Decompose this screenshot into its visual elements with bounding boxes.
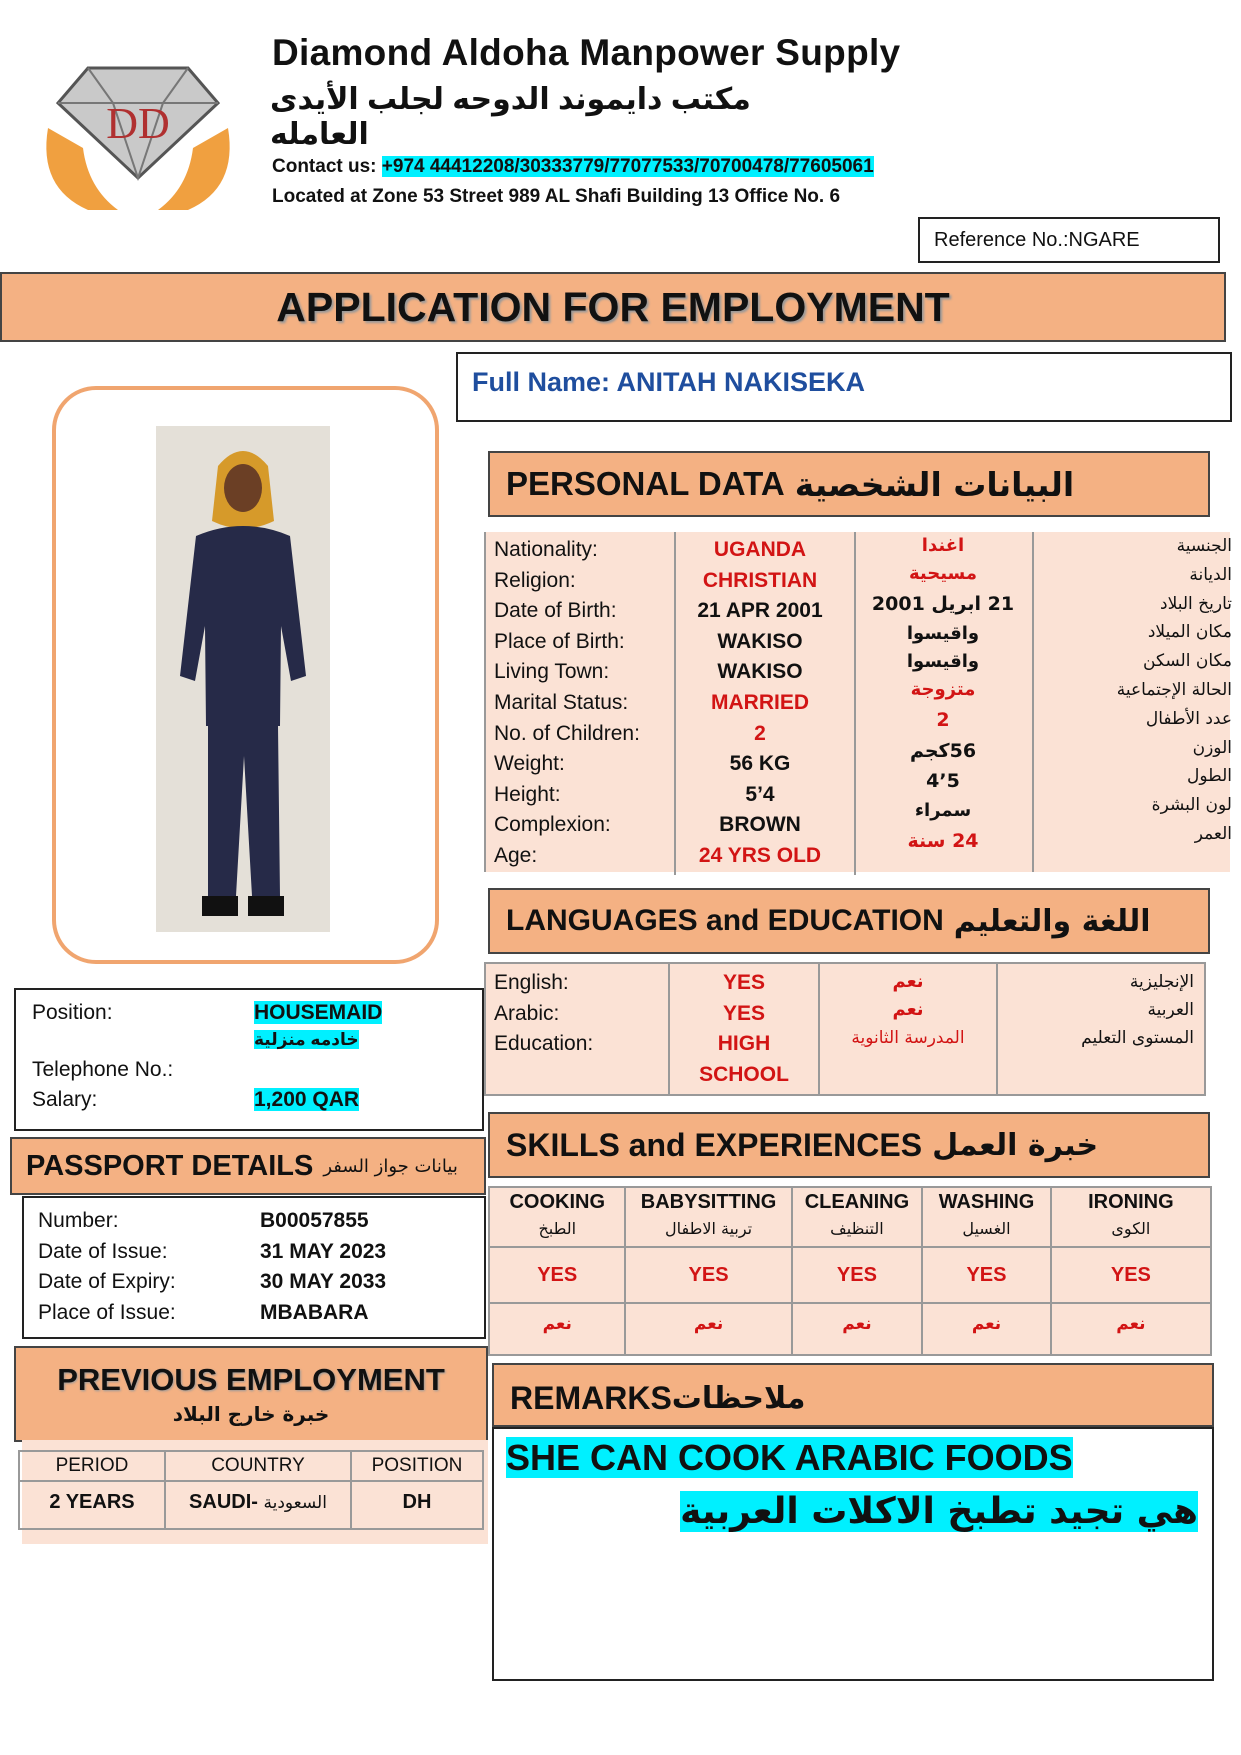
skill-cleaning-header — [793, 1188, 922, 1248]
lang-value-ar-education: المدرسة الثانوية — [851, 1028, 965, 1048]
value-children: 2 — [754, 721, 766, 745]
skills-heading-ar: خبرة العمل — [932, 1127, 1099, 1163]
skill-babysitting-name-ar: تربية الاطفال — [665, 1219, 753, 1238]
remarks-text-ar-wrap — [680, 1491, 1198, 1532]
position-label: Position: — [32, 1001, 113, 1024]
value-ar-complexion: سمراء — [914, 800, 972, 821]
label-age: Age: — [494, 843, 538, 867]
lang-value-arabic: YES — [722, 1001, 766, 1025]
label-living-town: Living Town: — [494, 660, 610, 684]
skill-babysitting — [626, 1188, 792, 1354]
skill-ironing — [1052, 1188, 1210, 1354]
remarks-text-ar: هي تجيد تطبخ الاكلات العربية — [680, 1491, 1198, 1532]
prev-col-period — [20, 1452, 166, 1528]
personal-data-heading — [488, 451, 1210, 517]
remarks-heading-en: REMARKS — [510, 1379, 672, 1416]
position-value — [254, 998, 382, 1029]
skill-washing-value-ar: نعم — [971, 1314, 1002, 1334]
lang-label-ar-education: المستوى التعليم — [1081, 1028, 1194, 1048]
applicant-photo — [156, 426, 330, 932]
passport-box — [22, 1196, 486, 1339]
label-dob: Date of Birth: — [494, 599, 617, 623]
lang-value-education-2: SCHOOL — [699, 1062, 789, 1086]
value-ar-dob: 21 ابريل 2001 — [871, 593, 1015, 615]
previous-employment-table — [18, 1450, 484, 1530]
skill-ironing-header — [1052, 1188, 1210, 1248]
lang-value-education-1: HIGH — [717, 1032, 771, 1055]
passport-place: MBABARA — [260, 1300, 369, 1324]
prev-country-cell — [166, 1482, 350, 1523]
label-ar-marital: الحالة الإجتماعية — [1116, 679, 1232, 700]
lang-labels-ar-col — [998, 964, 1204, 1094]
prev-header-period: PERIOD — [20, 1452, 164, 1482]
position-value-ar — [254, 1030, 359, 1050]
company-name-en: Diamond Aldoha Manpower Supply — [272, 32, 901, 73]
skills-heading-en: SKILLS and EXPERIENCES — [506, 1126, 923, 1163]
passport-values — [260, 1206, 386, 1328]
value-living-town: WAKISO — [717, 660, 803, 684]
personal-data-table — [484, 532, 1230, 872]
value-age: 24 YRS OLD — [698, 843, 822, 867]
label-ar-weight: الوزن — [1192, 737, 1232, 758]
position-value-ar-text: خادمه منزلية — [254, 1030, 359, 1049]
personal-labels-ar-col — [1032, 532, 1240, 872]
value-ar-weight: 56كجم — [909, 740, 977, 762]
remarks-text-en-wrap — [506, 1437, 1073, 1479]
passport-number: B00057855 — [260, 1209, 369, 1232]
skills-table — [488, 1186, 1212, 1356]
label-height: Height: — [494, 782, 561, 806]
skill-cleaning — [793, 1188, 924, 1354]
skill-babysitting-value-ar: نعم — [693, 1314, 724, 1334]
full-name: Full Name: ANITAH NAKISEKA — [456, 352, 1232, 422]
value-ar-age: 24 سنة — [907, 830, 979, 852]
label-ar-complexion: لون البشرة — [1151, 795, 1232, 816]
skill-washing-name: WASHING — [938, 1191, 1035, 1213]
contact-numbers: +974 44412208/30333779/77077533/70700478/77605061 — [381, 156, 874, 177]
lang-value-english: YES — [722, 971, 766, 994]
lang-value-ar-english: نعم — [892, 971, 924, 992]
lang-label-ar-arabic: العربية — [1147, 1000, 1194, 1020]
languages-heading — [488, 888, 1210, 954]
label-ar-height: الطول — [1187, 766, 1232, 787]
value-nationality: UGANDA — [713, 538, 807, 561]
previous-heading-ar: خبرة خارج البلاد — [172, 1402, 330, 1426]
lang-labels-col — [486, 964, 670, 1094]
skill-cooking-header — [490, 1188, 624, 1248]
lang-label-arabic: Arabic: — [494, 1001, 560, 1025]
personal-heading-ar: البيانات الشخصية — [794, 464, 1075, 504]
label-ar-children: عدد الأطفال — [1145, 708, 1232, 729]
skill-cooking-name-ar: الطبخ — [538, 1219, 577, 1238]
value-ar-children: 2 — [936, 709, 950, 731]
prev-col-position — [352, 1452, 482, 1528]
salary-value-text: 1,200 QAR — [254, 1088, 360, 1111]
passport-heading-ar: بيانات جواز السفر — [323, 1155, 458, 1177]
reference-box: Reference No.:NGARE — [918, 217, 1220, 263]
lang-label-english: English: — [494, 971, 569, 994]
languages-table — [484, 962, 1206, 1096]
prev-col-country — [166, 1452, 352, 1528]
passport-issue-date: 31 MAY 2023 — [260, 1239, 387, 1263]
label-pob: Place of Birth: — [494, 629, 625, 653]
remarks-heading-ar: ملاحظات — [671, 1380, 806, 1416]
skill-cleaning-value: YES — [793, 1248, 922, 1304]
languages-heading-ar: اللغة والتعليم — [953, 903, 1151, 939]
value-ar-pob: واقيسوا — [906, 623, 980, 644]
passport-expiry-date: 30 MAY 2033 — [260, 1270, 387, 1293]
passport-label-number: Number: — [38, 1209, 119, 1232]
label-ar-dob: تاريخ البلاد — [1160, 593, 1232, 614]
prev-position: DH — [402, 1491, 432, 1513]
skill-washing — [923, 1188, 1052, 1354]
label-children: No. of Children: — [494, 721, 640, 745]
skill-babysitting-header — [626, 1188, 790, 1248]
label-ar-religion: الديانة — [1189, 564, 1232, 585]
passport-label-place: Place of Issue: — [38, 1300, 176, 1324]
label-ar-nationality: الجنسية — [1176, 536, 1232, 556]
remarks-box — [492, 1427, 1214, 1681]
previous-employment-heading — [14, 1346, 488, 1442]
label-marital: Marital Status: — [494, 690, 629, 714]
contact-label: Contact us: — [272, 156, 377, 177]
prev-country-ar: السعودية — [263, 1493, 327, 1512]
lang-label-education: Education: — [494, 1032, 594, 1055]
prev-header-position: POSITION — [352, 1452, 482, 1482]
personal-values-ar-col — [854, 532, 1034, 872]
passport-heading-en: PASSPORT DETAILS — [26, 1149, 314, 1182]
prev-header-country: COUNTRY — [166, 1452, 350, 1482]
value-pob: WAKISO — [717, 629, 803, 653]
company-logo — [28, 38, 248, 214]
skill-cooking-name: COOKING — [509, 1191, 606, 1213]
value-religion: CHRISTIAN — [702, 568, 818, 592]
personal-values-col — [666, 532, 856, 875]
position-value-text: HOUSEMAID — [254, 1001, 383, 1024]
passport-heading — [10, 1137, 486, 1195]
company-name-ar: مكتب دايموند الدوحه لجلب الأيدى العامله — [270, 83, 751, 151]
lang-values-col — [670, 964, 820, 1094]
personal-labels-col — [486, 532, 676, 875]
page-title: APPLICATION FOR EMPLOYMENT — [0, 272, 1226, 342]
label-religion: Religion: — [494, 568, 576, 592]
passport-labels — [38, 1206, 176, 1328]
skill-washing-value: YES — [923, 1248, 1050, 1304]
skill-washing-header — [923, 1188, 1050, 1248]
skill-cleaning-value-ar: نعم — [842, 1314, 872, 1334]
position-box — [14, 988, 484, 1131]
lang-value-ar-arabic: نعم — [892, 999, 924, 1020]
skill-cleaning-name-ar: التنظيف — [830, 1219, 884, 1238]
value-ar-marital: متزوجة — [910, 679, 976, 700]
value-ar-living-town: واقيسوا — [906, 651, 980, 672]
value-ar-nationality: اغندا — [921, 535, 965, 556]
skill-babysitting-name: BABYSITTING — [640, 1191, 777, 1213]
skill-cooking-value: YES — [490, 1248, 624, 1304]
remarks-heading — [492, 1363, 1214, 1427]
skill-ironing-name: IRONING — [1088, 1191, 1174, 1213]
value-complexion: BROWN — [719, 813, 801, 837]
label-complexion: Complexion: — [494, 813, 611, 837]
skill-cleaning-name: CLEANING — [804, 1191, 910, 1213]
prev-country: SAUDI- — [189, 1491, 258, 1513]
office-address: Located at Zone 53 Street 989 AL Shafi Building 13 Office No. 6 — [272, 186, 841, 207]
skill-ironing-value-ar: نعم — [1116, 1314, 1146, 1334]
passport-label-issue: Date of Issue: — [38, 1239, 168, 1263]
label-nationality: Nationality: — [494, 538, 598, 561]
skill-cooking — [490, 1188, 626, 1354]
previous-heading-en: PREVIOUS EMPLOYMENT — [57, 1362, 445, 1397]
skill-babysitting-value: YES — [626, 1248, 790, 1304]
value-ar-religion: مسيحية — [908, 563, 978, 584]
label-ar-age: العمر — [1194, 823, 1232, 844]
label-weight: Weight: — [494, 752, 565, 776]
value-marital: MARRIED — [711, 690, 809, 714]
value-weight: 56 KG — [729, 752, 791, 776]
value-ar-height: 5’4 — [926, 770, 960, 792]
skill-ironing-name-ar: الكوى — [1111, 1219, 1151, 1238]
skill-washing-name-ar: الغسيل — [962, 1219, 1011, 1238]
personal-heading-en: PERSONAL DATA — [506, 465, 785, 502]
prev-period: 2 YEARS — [49, 1491, 135, 1513]
skills-heading — [488, 1112, 1210, 1178]
remarks-text-en: SHE CAN COOK ARABIC FOODS — [506, 1437, 1073, 1478]
lang-values-ar-col — [820, 964, 998, 1094]
languages-heading-en: LANGUAGES and EDUCATION — [506, 904, 944, 937]
skill-ironing-value: YES — [1052, 1248, 1210, 1304]
logo-letters: DD — [106, 99, 170, 148]
contact-line — [272, 156, 874, 178]
label-ar-pob: مكان الميلاد — [1147, 622, 1232, 643]
salary-label: Salary: — [32, 1088, 98, 1111]
value-height: 5’4 — [745, 782, 775, 806]
skill-cooking-value-ar: نعم — [542, 1314, 572, 1334]
label-ar-living: مكان السكن — [1143, 651, 1232, 672]
value-dob: 21 APR 2001 — [697, 599, 823, 623]
lang-label-ar-english: الإنجليزية — [1129, 972, 1194, 992]
passport-label-expiry: Date of Expiry: — [38, 1270, 176, 1293]
telephone-label: Telephone No.: — [32, 1058, 174, 1081]
salary-value — [254, 1085, 359, 1116]
